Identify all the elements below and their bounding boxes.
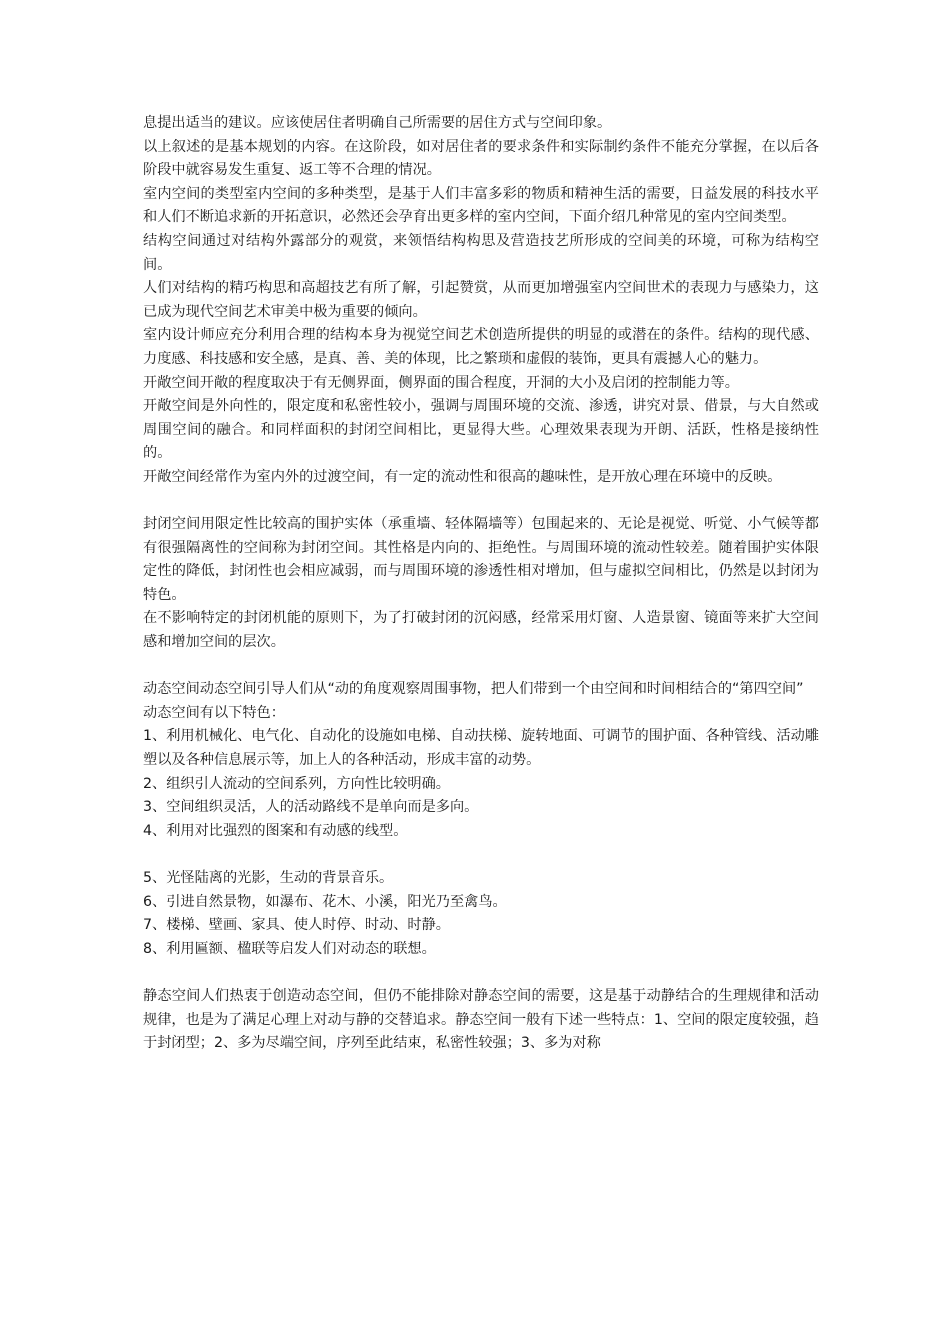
paragraph: 静态空间人们热衷于创造动态空间，但仍不能排除对静态空间的需要，这是基于动静结合的生理规律和活动规律，也是为了满足心理上对动与静的交替追求。静态空间一般有下述一些特点：1、空间的限定度较强，趋于封闭型；2、多为尽端空间，序列至此结束，私密性较强；3、多为对称 [143, 987, 819, 1052]
list-item: 6、引进自然景物，如瀑布、花木、小溪，阳光乃至禽鸟。 [143, 893, 507, 910]
blank-line [143, 655, 819, 679]
paragraph: 人们对结构的精巧构思和高超技艺有所了解，引起赞赏，从而更加增强室内空间世术的表现力与感染力，这已成为现代空间艺术审美中极为重要的倾向。 [143, 280, 819, 320]
list-item: 3、空间组织灵活，人的活动路线不是单向而是多向。 [143, 799, 479, 816]
paragraph: 息提出适当的建议。应该使居住者明确自己所需要的居住方式与空间印象。 [143, 115, 612, 131]
paragraph: 动态空间动态空间引导人们从“动的角度观察周围事物，把人们带到一个由空间和时间相结合的“第四空间” [143, 681, 804, 698]
paragraph: 开敞空间经常作为室内外的过渡空间，有一定的流动性和很高的趣味性，是开放心理在环境中的反映。 [143, 468, 782, 485]
list-item: 8、利用匾额、楹联等启发人们对动态的联想。 [143, 940, 436, 957]
paragraph: 室内空间的类型室内空间的多种类型，是基于人们丰富多彩的物质和精神生活的需要，日益发展的科技水平和人们不断追求新的开拓意识，必然还会孕育出更多样的室内空间，下面介绍几种常见的室内空间类型。 [143, 185, 819, 226]
blank-line [143, 490, 819, 514]
list-item: 7、楼梯、壁画、家具、使人时停、时动、时静。 [143, 917, 450, 934]
paragraph: 开敞空间是外向性的，限定度和私密性较小，强调与周围环境的交流、渗透，讲究对景、借景，与大自然或周围空间的融合。和同样面积的封闭空间相比，更显得大些。心理效果表现为开朗、活跃，性格是接纳性的。 [143, 398, 819, 462]
blank-line [143, 961, 819, 985]
paragraph: 结构空间通过对结构外露部分的观赏，来领悟结构构思及营造技艺所形成的空间美的环境，可称为结构空间。 [143, 232, 819, 273]
list-item: 5、光怪陆离的光影，生动的背景音乐。 [143, 870, 394, 886]
paragraph: 动态空间有以下特色： [143, 704, 285, 721]
document-body [143, 112, 819, 1056]
blank-line [143, 843, 819, 867]
list-item: 1、利用机械化、电气化、自动化的设施如电梯、自动扶梯、旋转地面、可调节的围护面、各种管线、活动雕塑以及各种信息展示等，加上人的各种活动，形成丰富的动势。 [143, 728, 819, 769]
paragraph: 室内设计师应充分利用合理的结构本身为视觉空间艺术创造所提供的明显的或潜在的条件。结构的现代感、力度感、科技感和安全感，是真、善、美的体现，比之繁琐和虚假的装饰，更具有震撼人心的魅力。 [143, 327, 819, 367]
paragraph: 开敞空间开敞的程度取决于有无侧界面，侧界面的围合程度，开洞的大小及启闭的控制能力等。 [143, 374, 739, 391]
list-item: 4、利用对比强烈的图案和有动感的线型。 [143, 822, 408, 839]
paragraph: 以上叙述的是基本规划的内容。在这阶段，如对居住者的要求条件和实际制约条件不能充分掌握，在以后各阶段中就容易发生重复、返工等不合理的情况。 [143, 138, 819, 179]
list-item: 2、组织引人流动的空间系列，方向性比较明确。 [143, 775, 450, 792]
paragraph: 封闭空间用限定性比较高的围护实体（承重墙、轻体隔墙等）包围起来的、无论是视觉、听觉、小气候等都有很强隔离性的空间称为封闭空间。其性格是内向的、拒绝性。与周围环境的流动性较差。随着围护实体限定性的降低，封闭性也会相应减弱，而与周围环境的渗透性相对增加，但与虚拟空间相比，仍然是以封闭为特色。 [143, 516, 819, 603]
paragraph: 在不影响特定的封闭机能的原则下，为了打破封闭的沉闷感，经常采用灯窗、人造景窗、镜面等来扩大空间感和增加空间的层次。 [143, 610, 819, 651]
